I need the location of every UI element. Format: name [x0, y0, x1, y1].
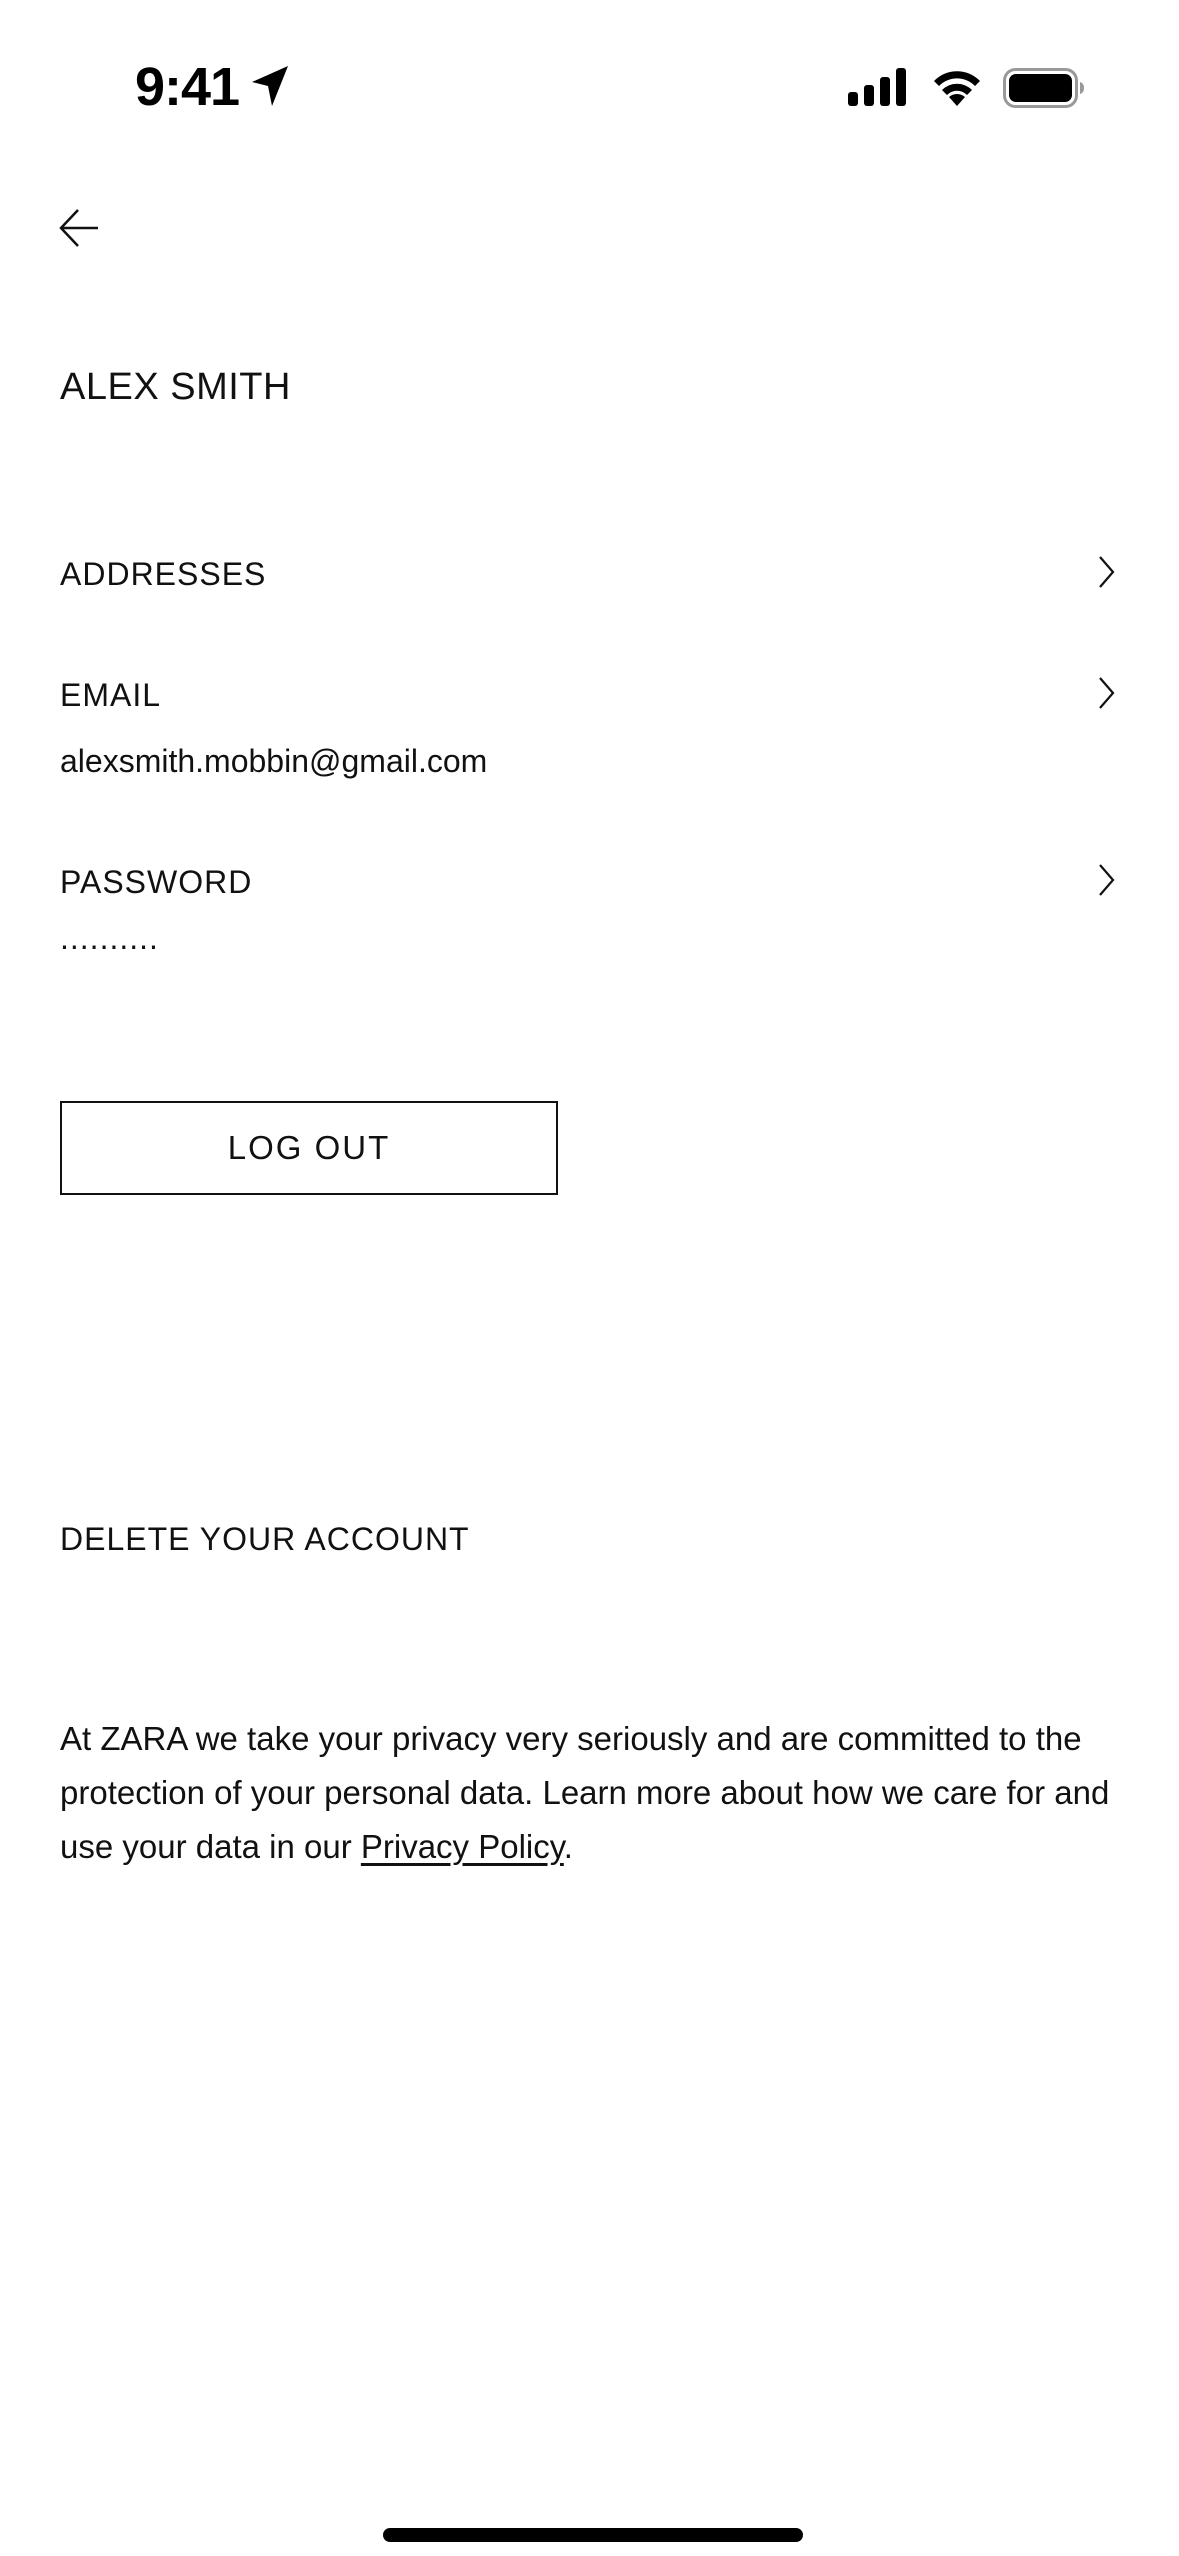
logout-button[interactable] — [60, 1101, 558, 1195]
location-arrow-icon — [250, 64, 290, 108]
home-indicator — [383, 2528, 803, 2542]
chevron-right-icon[interactable] — [1095, 675, 1119, 711]
password-item[interactable]: PASSWORD — [60, 864, 253, 900]
back-arrow-icon[interactable] — [58, 206, 102, 250]
wifi-icon — [930, 64, 984, 106]
chevron-right-icon[interactable] — [1095, 862, 1119, 898]
delete-account-button[interactable]: DELETE YOUR ACCOUNT — [60, 1521, 470, 1557]
status-time: 9:41 — [135, 57, 240, 117]
privacy-text: At ZARA we take your privacy very seriously and are committed to the protection of your personal data. Learn more about how we care for and use your data in our — [60, 1720, 1110, 1865]
password-value: .......... — [60, 920, 159, 956]
privacy-policy-link[interactable]: Privacy Policy — [360, 1828, 564, 1865]
profile-name: ALEX SMITH — [60, 366, 291, 408]
email-item[interactable]: EMAIL — [60, 677, 162, 713]
logout-label: LOG OUT — [227, 1129, 391, 1166]
cellular-signal-icon — [848, 68, 908, 106]
chevron-right-icon[interactable] — [1095, 554, 1119, 590]
privacy-end: . — [563, 1828, 573, 1865]
email-value: alexsmith.mobbin@gmail.com — [60, 743, 488, 779]
battery-icon — [1003, 68, 1085, 108]
addresses-item[interactable]: ADDRESSES — [60, 556, 267, 592]
privacy-notice — [60, 1712, 1130, 1874]
